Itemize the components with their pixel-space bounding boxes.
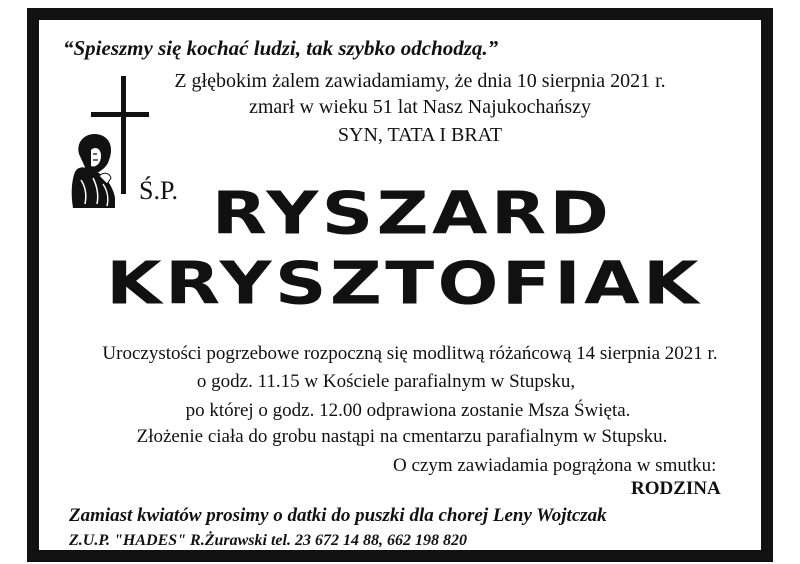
funeral-home-contact: Z.U.P. "HADES" R.Żurawski tel. 23 672 14 88, 662 198 820 (69, 532, 467, 549)
last-name: KRYSZTOFIAK (106, 250, 702, 319)
closing-line: O czym zawiadamia pogrążona w smutku: (393, 455, 717, 476)
quote: “Spieszmy się kochać ludzi, tak szybko odchodzą.” (63, 36, 499, 60)
ceremony-line-3: po której o godz. 12.00 odprawiona zostanie Msza Święta. (185, 400, 631, 421)
ceremony-line-2: o godz. 11.15 w Kościele parafialnym w Stupsku, (196, 371, 576, 392)
signature-family: RODZINA (631, 478, 721, 499)
ceremony-line-4: Złożenie ciała do grobu nastąpi na cmentarzu parafialnym w Stupsku. (136, 426, 668, 447)
obituary-frame (27, 8, 773, 562)
ceremony-line-1: Uroczystości pogrzebowe rozpoczną się modlitwą różańcową 14 sierpnia 2021 r. (102, 343, 718, 364)
first-name: RYSZARD (211, 180, 613, 249)
intro-line-3: SYN, TATA I BRAT (337, 124, 503, 146)
intro-line-1: Z głębokim żalem zawiadamiamy, że dnia 10 sierpnia 2021 r. (174, 70, 666, 92)
honorific: Ś.P. (139, 176, 179, 205)
donation-request: Zamiast kwiatów prosimy o datki do puszki dla chorej Leny Wojtczak (69, 505, 607, 526)
intro-line-2: zmarł w wieku 51 lat Nasz Najukochańszy (248, 96, 592, 118)
